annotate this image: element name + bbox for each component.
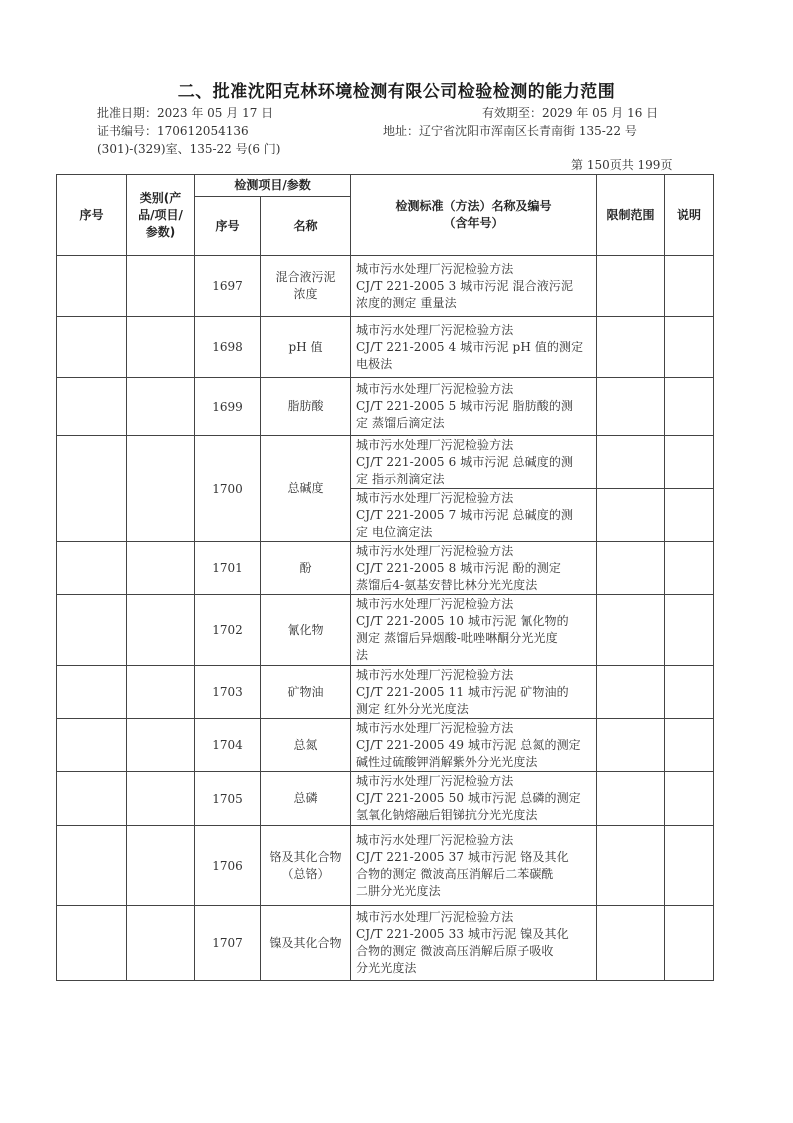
- cell-standard: 城市污水处理厂污泥检验方法 CJ/T 221-2005 8 城市污泥 酚的测定 蒸馏后4-氨基安替比林分光光度法: [351, 542, 597, 595]
- cell-item-no: 1707: [195, 906, 261, 981]
- cell-item-name: 总碱度: [261, 436, 351, 542]
- cell-standard: 城市污水处理厂污泥检验方法 CJ/T 221-2005 4 城市污泥 pH 值的测定 电极法: [351, 317, 597, 378]
- cell-note: [665, 378, 714, 436]
- table-row: [57, 906, 714, 981]
- cell-note: [665, 595, 714, 666]
- cell-item-name: 酚: [261, 542, 351, 595]
- cell-seq: [57, 595, 127, 666]
- cell-standard: 城市污水处理厂污泥检验方法 CJ/T 221-2005 50 城市污泥 总磷的测定 氢氧化钠熔融后钼锑抗分光光度法: [351, 772, 597, 826]
- cell-item-no: 1703: [195, 666, 261, 719]
- cell-category: [127, 666, 195, 719]
- cell-limit: [597, 772, 665, 826]
- cell-limit: [597, 489, 665, 542]
- cell-standard: 城市污水处理厂污泥检验方法 CJ/T 221-2005 5 城市污泥 脂肪酸的测 定 蒸馏后滴定法: [351, 378, 597, 436]
- cell-seq: [57, 666, 127, 719]
- cell-item-no: 1705: [195, 772, 261, 826]
- cell-limit: [597, 436, 665, 489]
- cell-category: [127, 256, 195, 317]
- cell-limit: [597, 906, 665, 981]
- table-row: [57, 826, 714, 906]
- table-row: [57, 719, 714, 772]
- cell-category: [127, 595, 195, 666]
- cell-item-name: 总氮: [261, 719, 351, 772]
- header-seq: 序号: [57, 175, 127, 256]
- cell-item-no: 1704: [195, 719, 261, 772]
- header-item-name: 名称: [261, 197, 351, 256]
- valid-until: 有效期至：2029 年 05 月 16 日: [482, 106, 659, 120]
- table-row: [57, 772, 714, 826]
- cell-seq: [57, 256, 127, 317]
- cell-item-name: 矿物油: [261, 666, 351, 719]
- cell-item-no: 1699: [195, 378, 261, 436]
- cell-limit: [597, 719, 665, 772]
- cell-note: [665, 542, 714, 595]
- cell-limit: [597, 826, 665, 906]
- cell-item-name: pH 值: [261, 317, 351, 378]
- cell-category: [127, 378, 195, 436]
- cell-item-no: 1700: [195, 436, 261, 542]
- table-row: [57, 542, 714, 595]
- header-standard: 检测标准（方法）名称及编号（含年号）: [351, 175, 597, 256]
- cell-note: [665, 826, 714, 906]
- cell-standard: 城市污水处理厂污泥检验方法 CJ/T 221-2005 10 城市污泥 氰化物的 测定 蒸馏后异烟酸-吡唑啉酮分光光度 法: [351, 595, 597, 666]
- table-row: [57, 595, 714, 666]
- cell-seq: [57, 826, 127, 906]
- cell-limit: [597, 666, 665, 719]
- cell-note: [665, 666, 714, 719]
- header-item-seq: 序号: [195, 197, 261, 256]
- cell-limit: [597, 256, 665, 317]
- table-row: [57, 436, 714, 489]
- cell-seq: [57, 772, 127, 826]
- cell-standard: 城市污水处理厂污泥检验方法 CJ/T 221-2005 49 城市污泥 总氮的测定 碱性过硫酸钾消解紫外分光光度法: [351, 719, 597, 772]
- cert-number: 证书编号：170612054136: [97, 124, 249, 138]
- cell-note: [665, 436, 714, 489]
- cell-note: [665, 256, 714, 317]
- cell-standard: 城市污水处理厂污泥检验方法 CJ/T 221-2005 11 城市污泥 矿物油的 测定 红外分光光度法: [351, 666, 597, 719]
- cell-note: [665, 772, 714, 826]
- cell-seq: [57, 317, 127, 378]
- cell-item-no: 1698: [195, 317, 261, 378]
- cell-category: [127, 436, 195, 542]
- page-number: 第 150页共 199页: [571, 158, 673, 172]
- cell-seq: [57, 436, 127, 542]
- header-item-group: 检测项目/参数: [195, 175, 351, 197]
- cell-limit: [597, 595, 665, 666]
- capability-table: [56, 174, 714, 981]
- cell-note: [665, 719, 714, 772]
- cell-seq: [57, 542, 127, 595]
- header-note: 说明: [665, 175, 714, 256]
- address-continued: (301)-(329)室、135-22 号(6 门): [97, 142, 281, 156]
- cell-item-no: 1697: [195, 256, 261, 317]
- cell-category: [127, 906, 195, 981]
- cell-item-no: 1702: [195, 595, 261, 666]
- cell-standard: 城市污水处理厂污泥检验方法 CJ/T 221-2005 33 城市污泥 镍及其化 合物的测定 微波高压消解后原子吸收 分光光度法: [351, 906, 597, 981]
- cell-limit: [597, 317, 665, 378]
- table-row: [57, 256, 714, 317]
- cell-category: [127, 317, 195, 378]
- cell-item-name: 镍及其化合物: [261, 906, 351, 981]
- cell-item-name: 氰化物: [261, 595, 351, 666]
- cell-item-name: 总磷: [261, 772, 351, 826]
- cell-category: [127, 772, 195, 826]
- cell-note: [665, 906, 714, 981]
- cell-item-no: 1706: [195, 826, 261, 906]
- cell-limit: [597, 378, 665, 436]
- cell-standard: 城市污水处理厂污泥检验方法 CJ/T 221-2005 3 城市污泥 混合液污泥 浓度的测定 重量法: [351, 256, 597, 317]
- cell-note: [665, 489, 714, 542]
- cell-seq: [57, 378, 127, 436]
- cell-item-no: 1701: [195, 542, 261, 595]
- cell-item-name: 铬及其化合物（总铬）: [261, 826, 351, 906]
- header-category: 类别(产品/项目/参数): [127, 175, 195, 256]
- cell-standard: 城市污水处理厂污泥检验方法 CJ/T 221-2005 7 城市污泥 总碱度的测 定 电位滴定法: [351, 489, 597, 542]
- cell-standard: 城市污水处理厂污泥检验方法 CJ/T 221-2005 6 城市污泥 总碱度的测 定 指示剂滴定法: [351, 436, 597, 489]
- cell-note: [665, 317, 714, 378]
- cell-seq: [57, 906, 127, 981]
- address: 地址：辽宁省沈阳市浑南区长青南街 135-22 号: [383, 124, 637, 138]
- cell-standard: 城市污水处理厂污泥检验方法 CJ/T 221-2005 37 城市污泥 铬及其化 合物的测定 微波高压消解后二苯碳酰 二肼分光光度法: [351, 826, 597, 906]
- table-row: [57, 378, 714, 436]
- cell-item-name: 混合液污泥浓度: [261, 256, 351, 317]
- cell-category: [127, 542, 195, 595]
- approval-date: 批准日期：2023 年 05 月 17 日: [97, 106, 274, 120]
- cell-seq: [57, 719, 127, 772]
- table-row: [57, 317, 714, 378]
- table-row: [57, 666, 714, 719]
- cell-category: [127, 719, 195, 772]
- page-title: 二、批准沈阳克林环境检测有限公司检验检测的能力范围: [177, 82, 616, 102]
- cell-category: [127, 826, 195, 906]
- header-limit: 限制范围: [597, 175, 665, 256]
- cell-limit: [597, 542, 665, 595]
- cell-item-name: 脂肪酸: [261, 378, 351, 436]
